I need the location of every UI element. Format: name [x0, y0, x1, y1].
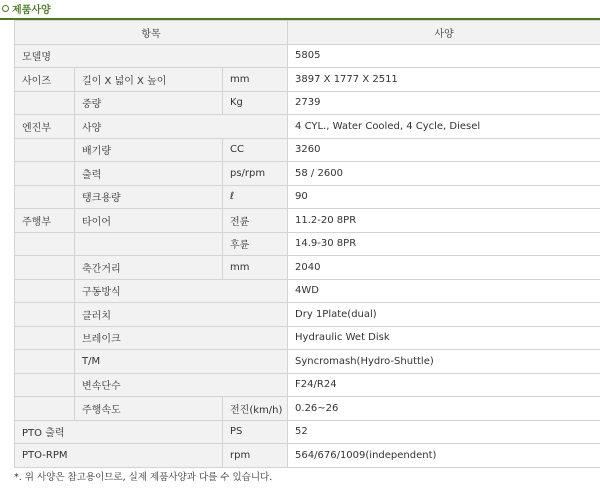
- weight-value: 2739: [288, 91, 600, 115]
- empty-group-cell: [15, 91, 75, 115]
- section-title: [2, 4, 51, 18]
- table-row: [15, 115, 600, 139]
- drivetype-value: 4WD: [288, 279, 600, 303]
- speed-value: 0.26~26: [288, 397, 600, 421]
- tire-label: 타이어: [75, 209, 223, 233]
- empty-group-cell: [15, 279, 75, 303]
- table-row: [15, 68, 600, 92]
- empty-group-cell: [15, 350, 75, 374]
- circle-bullet-icon: [2, 5, 9, 12]
- brake-label: 브레이크: [75, 326, 288, 350]
- table-row: [15, 209, 600, 233]
- wheelbase-value: 2040: [288, 256, 600, 280]
- power-label: 출력: [75, 162, 223, 186]
- dimension-unit: mm: [223, 68, 288, 92]
- drive-group-label: 주행부: [15, 209, 75, 233]
- header-item: 항목: [15, 21, 288, 45]
- clutch-label: 클러치: [75, 303, 288, 327]
- empty-group-cell: [15, 303, 75, 327]
- engine-spec-value: 4 CYL., Water Cooled, 4 Cycle, Diesel: [288, 115, 600, 139]
- transmission-value: Syncromash(Hydro-Shuttle): [288, 350, 600, 374]
- transmission-label: T/M: [75, 350, 288, 374]
- pto-rpm-unit: rpm: [223, 444, 288, 468]
- empty-group-cell: [15, 162, 75, 186]
- weight-label: 중량: [75, 91, 223, 115]
- empty-group-cell: [15, 326, 75, 350]
- size-group-label: 사이즈: [15, 68, 75, 92]
- pto-output-label: PTO 출력: [15, 420, 223, 444]
- tank-unit: ℓ: [223, 185, 288, 209]
- front-tire-label: 전륜: [223, 209, 288, 233]
- table-row: [15, 397, 600, 421]
- table-row: [15, 256, 600, 280]
- table-row: [15, 44, 600, 68]
- disclaimer-note: *. 위 사양은 참고용이므로, 실제 제품사양과 다를 수 있습니다.: [14, 472, 273, 483]
- table-row: [15, 444, 600, 468]
- empty-group-cell: [15, 138, 75, 162]
- table-row: [15, 138, 600, 162]
- pto-rpm-value: 564/676/1009(independent): [288, 444, 600, 468]
- pto-rpm-label: PTO-RPM: [15, 444, 223, 468]
- clutch-value: Dry 1Plate(dual): [288, 303, 600, 327]
- displacement-unit: CC: [223, 138, 288, 162]
- empty-group-cell: [15, 232, 75, 256]
- model-label: 모델명: [15, 44, 288, 68]
- displacement-value: 3260: [288, 138, 600, 162]
- header-spec: 사양: [288, 21, 600, 45]
- section-title-text: 제품사양: [12, 5, 51, 16]
- power-unit: ps/rpm: [223, 162, 288, 186]
- displacement-label: 배기량: [75, 138, 223, 162]
- rear-tire-value: 14.9-30 8PR: [288, 232, 600, 256]
- table-row: [15, 162, 600, 186]
- rear-tire-label: 후륜: [223, 232, 288, 256]
- pto-output-unit: PS: [223, 420, 288, 444]
- speed-unit: 전진(km/h): [223, 397, 288, 421]
- table-row: [15, 350, 600, 374]
- speed-label: 주행속도: [75, 397, 223, 421]
- dimension-label: 길이 X 넓이 X 높이: [75, 68, 223, 92]
- table-row: [15, 303, 600, 327]
- gears-value: F24/R24: [288, 373, 600, 397]
- drivetype-label: 구동방식: [75, 279, 288, 303]
- wheelbase-label: 축간거리: [75, 256, 223, 280]
- spec-table: [14, 20, 600, 468]
- brake-value: Hydraulic Wet Disk: [288, 326, 600, 350]
- empty-group-cell: [15, 397, 75, 421]
- table-row: [15, 326, 600, 350]
- empty-group-cell: [15, 185, 75, 209]
- header-row: [15, 21, 600, 45]
- front-tire-value: 11.2-20 8PR: [288, 209, 600, 233]
- table-row: [15, 232, 600, 256]
- table-row: [15, 279, 600, 303]
- table-row: [15, 185, 600, 209]
- model-value: 5805: [288, 44, 600, 68]
- table-row: [15, 91, 600, 115]
- engine-group-label: 엔진부: [15, 115, 75, 139]
- empty-label-cell: [75, 232, 223, 256]
- table-row: [15, 420, 600, 444]
- empty-group-cell: [15, 373, 75, 397]
- dimension-value: 3897 X 1777 X 2511: [288, 68, 600, 92]
- tank-value: 90: [288, 185, 600, 209]
- engine-spec-label: 사양: [75, 115, 288, 139]
- power-value: 58 / 2600: [288, 162, 600, 186]
- tank-label: 탱크용량: [75, 185, 223, 209]
- pto-output-value: 52: [288, 420, 600, 444]
- weight-unit: Kg: [223, 91, 288, 115]
- table-row: [15, 373, 600, 397]
- wheelbase-unit: mm: [223, 256, 288, 280]
- empty-group-cell: [15, 256, 75, 280]
- gears-label: 변속단수: [75, 373, 288, 397]
